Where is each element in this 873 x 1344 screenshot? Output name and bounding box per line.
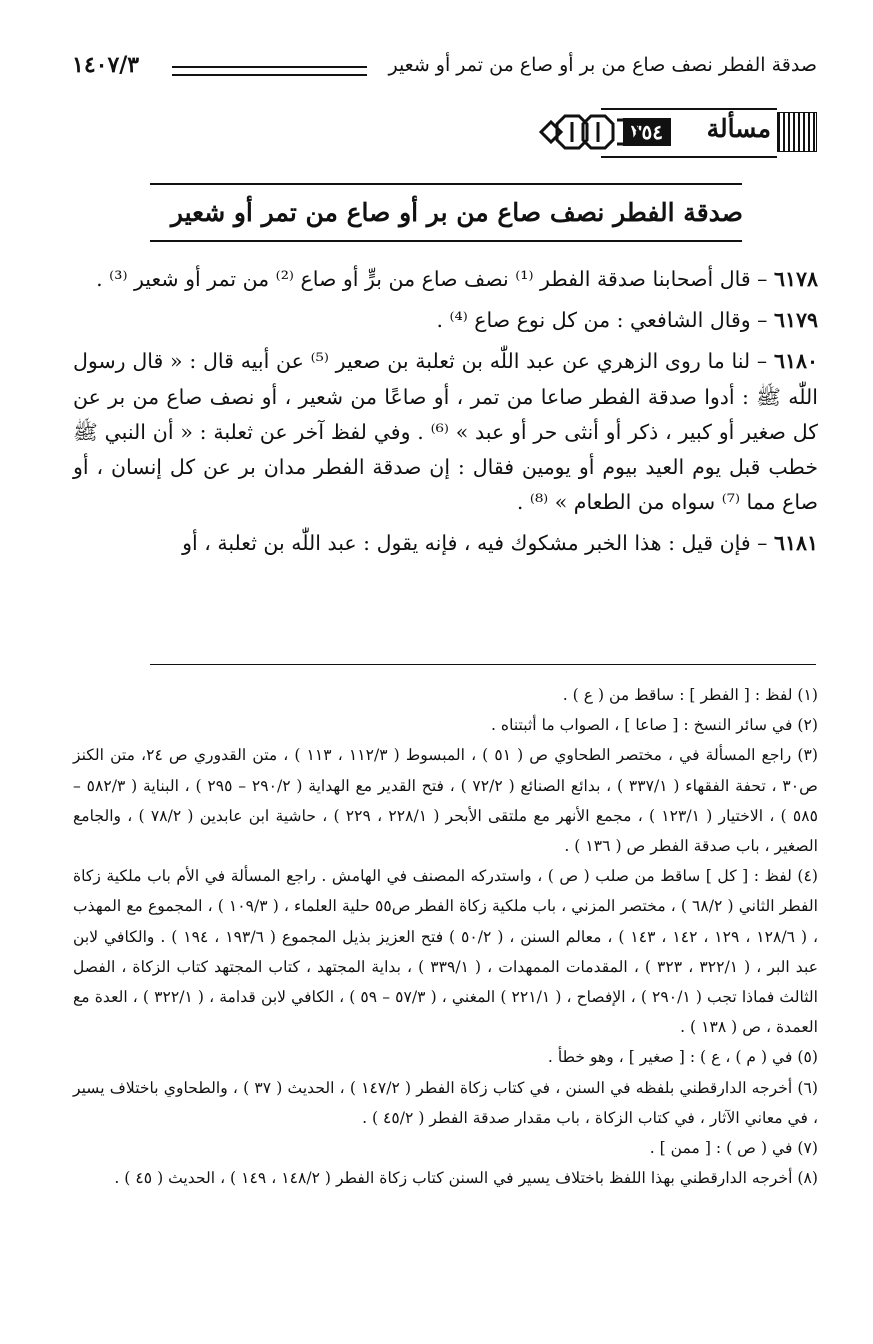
interlace-ornament-icon bbox=[535, 110, 647, 154]
issue-number: ٣٥٤ bbox=[623, 118, 671, 146]
paragraph-text: – فإن قيل : هذا الخبر مشكوك فيه ، فإنه يقول : عبد اللّٰه بن ثعلبة ، أو bbox=[182, 531, 774, 556]
paragraph-number: ٦١٧٨ bbox=[773, 267, 818, 291]
footnote: (٢) في سائر النسخ : [ صاعا ] ، الصواب ما أثبتناه . bbox=[491, 716, 818, 735]
issue-banner bbox=[535, 108, 817, 156]
paragraph bbox=[73, 526, 818, 561]
paragraph-number: ٦١٨٠ bbox=[773, 349, 818, 374]
footnote: (٣) راجع المسألة في ، مختصر الطحاوي ص ( ٥١ ) ، المبسوط ( ١١٢/٣ ، ١١٣ ) ، متن القدوري ص ٢٤، متن الكنز ص٣٠ ، تحفة الفقهاء ( ٣٣٧/١ ) ، بدائع الصنائع ( ٧٢/٢ ) ، فتح القدير مع الهداية ( ٢٩٠/٢ – ٢٩٥ ) ، البناية ( ٥٨٢/٣ – ٥٨٥ ) ، الاختيار ( ١٢٣/١ ) ، مجمع الأنهر مع ملتقى الأبحر ( ٢٢٨/١ ، ٢٢٩ ) ، حاشية ابن عابدين ( ٧٨/٢ ) ، والجامع الصغير ، باب صدقة الفطر ص ( ١٣٦ ) . bbox=[73, 746, 818, 856]
footnote: (٨) أخرجه الدارقطني بهذا اللفظ باختلاف يسير في السنن كتاب زكاة الفطر ( ١٤٨/٢ ، ١٤٩ ) ، الحديث ( ٤٥ ) . bbox=[114, 1169, 818, 1188]
paragraph-text: – وقال الشافعي : من كل نوع صاع ⁽⁴⁾ . bbox=[436, 308, 774, 333]
paragraph-text: – قال أصحابنا صدقة الفطر ⁽¹⁾ نصف صاع من برٍّ أو صاع ⁽²⁾ من تمر أو شعير ⁽³⁾ . bbox=[96, 267, 774, 291]
running-header-title: صدقة الفطر نصف صاع من بر أو صاع من تمر أو شعير bbox=[388, 54, 817, 76]
paragraph bbox=[73, 303, 818, 338]
header-double-rule bbox=[172, 66, 367, 76]
running-header bbox=[72, 54, 817, 88]
footnote: (٦) أخرجه الدارقطني بلفظه في السنن ، في كتاب زكاة الفطر ( ١٤٧/٢ ) ، الحديث ( ٣٧ ) ، والطحاوي باختلاف يسير ، في معاني الآثار ، في كتاب الزكاة ، باب مقدار صدقة الفطر ( ٤٥/٢ ) . bbox=[73, 1078, 818, 1127]
paragraph-number: ٦١٧٩ bbox=[773, 308, 818, 333]
footnote-separator bbox=[150, 664, 816, 665]
paragraph-text: – لنا ما روى الزهري عن عبد اللّٰه بن ثعلبة بن صعير ⁽⁵⁾ عن أبيه قال : « قال رسول اللّٰه ﷺ : أدوا صدقة الفطر صاعا من تمر ، أو صاعًا من شعير ، أو نصف صاع من بر عن كل صغير أو كبير ، ذكر أو أنثى حر أو عبد » ⁽⁶⁾ . وفي لفظ آخر عن ثعلبة : « أن النبي ﷺ خطب قبل يوم العيد بيوم أو يومين فقال : إن صدقة الفطر مدان بر عن كل إنسان ، أو صاع مما ⁽⁷⁾ سواه من الطعام » ⁽⁸⁾ . bbox=[73, 349, 819, 515]
footnotes bbox=[73, 680, 818, 1193]
paragraph-number: ٦١٨١ bbox=[773, 531, 818, 556]
footnote: (١) لفظ : [ الفطر ] : ساقط من ( ع ) . bbox=[562, 686, 818, 704]
paragraph bbox=[73, 262, 818, 297]
chapter-rule-bottom bbox=[150, 240, 742, 242]
paragraph bbox=[73, 344, 818, 520]
page-number: ١٤٠٧/٣ bbox=[72, 52, 140, 78]
footnote: (٧) في ( ص ) : [ ممن ] . bbox=[649, 1139, 818, 1158]
footnote: (٤) لفظ : [ كل ] ساقط من صلب ( ص ) ، واستدركه المصنف في الهامش . راجع المسألة في الأم باب ملكية زكاة الفطر الثاني ( ٦٨/٢ ) ، مختصر المزني ، باب ملكية زكاة الفطر ص٥٥ حلية العلماء ، ( ١٠٩/٣ ) ، المجموع مع المهذب ، ( ١٢٨/٦ ، ١٢٩ ، ١٤٢ ، ١٤٣ ) ، معالم السنن ، ( ٥٠/٢ ) فتح العزيز بذيل المجموع ( ١٩٣/٦ ، ١٩٤ ) . والكافي لابن عبد البر ، ( ٣٢٢/١ ، ٣٢٣ ) ، المقدمات الممهدات ، ( ٣٣٩/١ ) ، بداية المجتهد ، كتاب المجتهد كتاب الزكاة ، الفصل الثالث فماذا تجب ( ٢٩٠/١ ) ، الإفصاح ، ( ٢٢١/١ ) المغني ، ( ٥٧/٣ – ٥٩ ) ، الكافي لابن قدامة ، ( ٣٢٢/١ ) ، العدة مع العمدة ، ص ( ١٣٨ ) . bbox=[73, 867, 819, 1037]
main-text bbox=[73, 262, 818, 568]
striped-block-ornament bbox=[777, 112, 817, 152]
footnote: (٥) في ( م ) ، ع ) : [ صغير ] ، وهو خطأ . bbox=[547, 1048, 818, 1067]
chapter-title: صدقة الفطر نصف صاع من بر أو صاع من تمر أو شعير bbox=[170, 198, 743, 227]
issue-label: مسألة bbox=[706, 114, 771, 143]
chapter-rule-top bbox=[150, 183, 742, 185]
